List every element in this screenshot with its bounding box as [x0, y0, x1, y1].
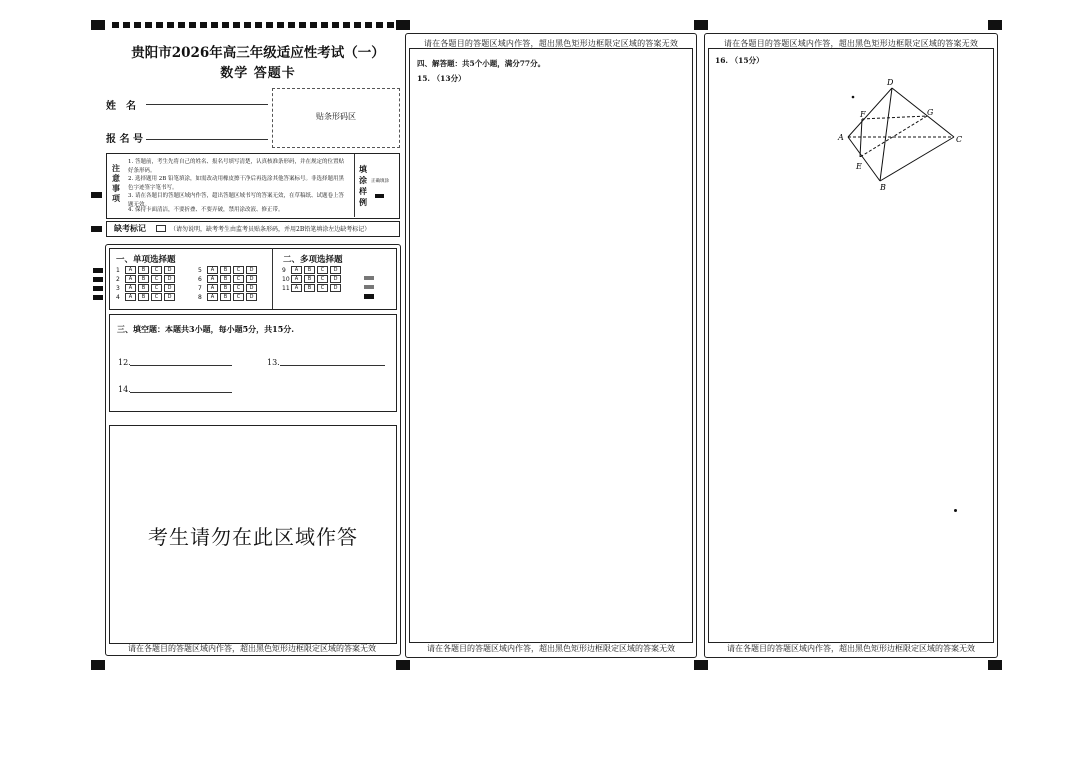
timing-mark	[988, 20, 1002, 30]
option-bubble[interactable]: C	[317, 275, 328, 283]
option-bubble[interactable]: B	[220, 293, 231, 301]
q16-label: 16. （15分）	[715, 56, 764, 65]
option-bubble[interactable]: C	[233, 284, 244, 292]
notice-item: 3. 请在各题目的答题区域内作答，超出答题区域书写的答案无效，在草稿纸、试题卷上答题无效。	[128, 193, 344, 208]
q12-label: 12.	[118, 358, 131, 367]
section1-title: 一、单项选择题	[116, 255, 176, 265]
notice-item: 2. 选择题用 2B 铅笔填涂，如需改动用橡皮擦干净后再选涂其他答案标号。非选择题用黑色字迹签字笔书写。	[128, 176, 345, 191]
option-bubble[interactable]: C	[233, 293, 244, 301]
option-bubble[interactable]: A	[207, 293, 218, 301]
question-number: 1	[116, 266, 120, 274]
option-bubble[interactable]: D	[164, 275, 175, 283]
fill-example-mark	[375, 194, 384, 198]
option-bubble[interactable]: A	[291, 275, 302, 283]
question-number: 6	[198, 275, 202, 283]
side-mark	[91, 226, 102, 232]
option-bubble[interactable]: A	[125, 275, 136, 283]
option-bubble[interactable]: B	[220, 266, 231, 274]
option-bubble[interactable]: D	[246, 284, 257, 292]
option-bubble[interactable]: A	[125, 293, 136, 301]
option-bubble[interactable]: D	[164, 293, 175, 301]
figure-label-a: A	[838, 133, 844, 142]
option-bubble[interactable]: A	[207, 284, 218, 292]
section2-title: 二、多项选择题	[283, 255, 343, 265]
side-mark	[93, 277, 103, 282]
option-bubble[interactable]: A	[291, 284, 302, 292]
q15-label: 15. （13分）	[417, 74, 466, 83]
option-bubble[interactable]: D	[330, 284, 341, 292]
option-bubble[interactable]: C	[233, 275, 244, 283]
option-bubble[interactable]: B	[304, 284, 315, 292]
question-number: 2	[116, 275, 120, 283]
option-bubble[interactable]: C	[151, 284, 162, 292]
choice-row	[116, 266, 177, 274]
choice-row	[116, 284, 177, 292]
option-bubble[interactable]: B	[220, 284, 231, 292]
fill-example-correct-label: 正确填涂	[371, 179, 389, 184]
q14-answer-line[interactable]	[130, 382, 232, 393]
fill-example-label: 填涂样例	[359, 164, 367, 207]
choice-row	[198, 293, 259, 301]
side-mark	[93, 286, 103, 291]
option-bubble[interactable]: C	[317, 284, 328, 292]
barcode-area-label: 贴条形码区	[316, 112, 356, 121]
choice-row	[282, 275, 343, 283]
q15-answer-area[interactable]	[412, 88, 688, 636]
timing-mark	[988, 660, 1002, 670]
choice-row	[282, 266, 343, 274]
choice-row	[282, 284, 343, 292]
option-bubble[interactable]: D	[246, 275, 257, 283]
notice-item: 4. 保持卡面清洁，不要折叠、不要弄破，禁用涂改液、修正带。	[128, 207, 284, 213]
question-number: 9	[282, 266, 286, 274]
no-answer-text: 考生请勿在此区域作答	[148, 525, 358, 549]
stray-dot	[954, 509, 957, 512]
id-field-line[interactable]	[146, 127, 268, 140]
option-bubble[interactable]: B	[304, 266, 315, 274]
choice-row	[198, 266, 259, 274]
figure-label-f: F	[860, 110, 866, 119]
id-label: 报 名 号	[106, 134, 143, 145]
choice-row	[116, 293, 177, 301]
figure-label-g: G	[927, 108, 934, 117]
q13-label: 13.	[267, 358, 280, 367]
option-bubble[interactable]: B	[220, 275, 231, 283]
option-bubble[interactable]: C	[233, 266, 244, 274]
choice-row	[116, 275, 177, 283]
timing-mark	[396, 660, 410, 670]
name-field-line[interactable]	[146, 92, 268, 105]
notice-label: 注意事项	[112, 163, 120, 203]
choice-row	[198, 275, 259, 283]
absent-label: 缺考标记	[114, 223, 146, 233]
option-bubble[interactable]: A	[207, 266, 218, 274]
option-bubble[interactable]: B	[138, 275, 149, 283]
timing-mark	[694, 660, 708, 670]
boundary-rule-right-bottom: 请在各题目的答题区域内作答，超出黑色矩形边框限定区域的答案无效	[727, 644, 975, 653]
question-number: 7	[198, 284, 202, 292]
pyramid-figure	[830, 74, 970, 194]
option-bubble[interactable]: D	[246, 266, 257, 274]
option-bubble[interactable]: B	[138, 266, 149, 274]
question-number: 11	[282, 284, 290, 292]
side-mark	[93, 295, 103, 300]
option-bubble[interactable]: A	[207, 275, 218, 283]
boundary-rule-middle-bottom: 请在各题目的答题区域内作答，超出黑色矩形边框限定区域的答案无效	[427, 644, 675, 653]
question-number: 3	[116, 284, 120, 292]
timing-mark	[91, 20, 105, 30]
absent-note: （请勿说明，缺考考生由监考员贴条形码，并用2B铅笔填涂左边缺考标记）	[170, 226, 371, 233]
notice-divider	[354, 154, 355, 217]
multi-side-mark	[364, 294, 374, 299]
q12-answer-line[interactable]	[130, 355, 232, 366]
figure-label-e: E	[856, 162, 862, 171]
exam-subtitle: 数学 答题卡	[220, 66, 296, 81]
boundary-rule-right-top: 请在各题目的答题区域内作答，超出黑色矩形边框限定区域的答案无效	[723, 39, 979, 48]
multi-side-mark	[364, 285, 374, 289]
figure-label-b: B	[880, 183, 886, 192]
option-bubble[interactable]: C	[151, 293, 162, 301]
option-bubble[interactable]: C	[151, 275, 162, 283]
option-bubble[interactable]: A	[291, 266, 302, 274]
exam-title: 贵阳市2026年高三年级适应性考试（一）	[131, 45, 385, 61]
figure-label-d: D	[887, 78, 894, 87]
name-label: 姓 名	[106, 101, 136, 112]
option-bubble[interactable]: C	[151, 266, 162, 274]
section3-title: 三、填空题：本题共3小题，每小题5分，共15分.	[117, 324, 295, 334]
boundary-rule-middle-top: 请在各题目的答题区域内作答，超出黑色矩形边框限定区域的答案无效	[423, 39, 679, 48]
option-bubble[interactable]: D	[330, 266, 341, 274]
absent-checkbox[interactable]	[156, 225, 166, 232]
question-number: 4	[116, 293, 120, 301]
side-mark	[93, 268, 103, 273]
option-bubble[interactable]: B	[304, 275, 315, 283]
boundary-rule-left: 请在各题目的答题区域内作答，超出黑色矩形边框限定区域的答案无效	[128, 644, 376, 653]
dashed-timing-bar	[112, 22, 402, 28]
question-number: 10	[282, 275, 290, 283]
option-bubble[interactable]: A	[125, 266, 136, 274]
notice-item: 1. 答题前，考生先将自己的姓名、报名号填写清楚，认真核准条形码，并在规定的位置贴好条形码。	[128, 159, 344, 174]
option-bubble[interactable]: D	[330, 275, 341, 283]
section4-title: 四、解答题：共5个小题，满分77分。	[417, 59, 546, 68]
option-bubble[interactable]: C	[317, 266, 328, 274]
figure-label-c: C	[956, 135, 963, 144]
timing-mark	[694, 20, 708, 30]
multi-side-mark	[364, 276, 374, 280]
option-bubble[interactable]: B	[138, 284, 149, 292]
option-bubble[interactable]: D	[164, 266, 175, 274]
choice-divider	[272, 248, 273, 309]
choice-row	[198, 284, 259, 292]
option-bubble[interactable]: B	[138, 293, 149, 301]
option-bubble[interactable]: A	[125, 284, 136, 292]
option-bubble[interactable]: D	[246, 293, 257, 301]
timing-mark	[91, 660, 105, 670]
q13-answer-line[interactable]	[280, 355, 385, 366]
option-bubble[interactable]: D	[164, 284, 175, 292]
side-mark	[91, 192, 102, 198]
question-number: 5	[198, 266, 202, 274]
timing-mark	[396, 20, 410, 30]
question-number: 8	[198, 293, 202, 301]
q14-label: 14.	[118, 385, 131, 394]
